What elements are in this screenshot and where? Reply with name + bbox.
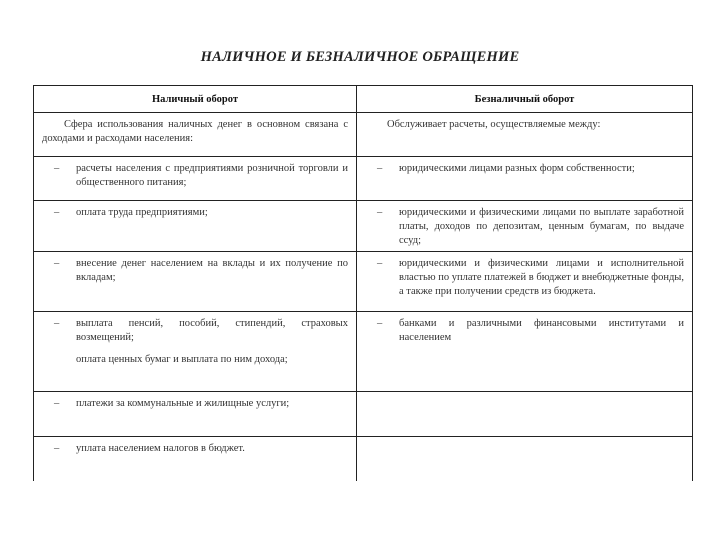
item-text: банками и различными финансовыми институтами и населением bbox=[399, 318, 684, 343]
intro-noncash: Обслуживает расчеты, осуществляемые между: bbox=[387, 119, 601, 130]
cash-cell bbox=[34, 201, 357, 251]
item-text: юридическими лицами разных форм собственности; bbox=[399, 163, 635, 174]
noncash-cell bbox=[357, 252, 692, 311]
table-row bbox=[34, 157, 692, 201]
item-text: выплата пенсий, пособий, стипендий, страховых возмещений; bbox=[76, 318, 348, 343]
dash-marker: – bbox=[377, 207, 383, 218]
list-item bbox=[42, 397, 348, 411]
header-cash: Наличный оборот bbox=[34, 86, 357, 112]
item-text: юридическими и физическими лицами и исполнительной властью по уплате платежей в бюджет и внебюджетные фонды, а также при получении средств из бюджета. bbox=[399, 258, 684, 297]
page-title: НАЛИЧНОЕ И БЕЗНАЛИЧНОЕ ОБРАЩЕНИЕ bbox=[200, 49, 520, 65]
list-item bbox=[365, 162, 684, 176]
noncash-cell bbox=[357, 201, 692, 251]
dash-marker: – bbox=[377, 163, 383, 174]
item-text: юридическими и физическими лицами по выплате заработной платы, доходов по депозитам, ценным бумагам, по выдаче ссуд; bbox=[399, 207, 684, 246]
dash-marker: – bbox=[54, 258, 60, 269]
list-item bbox=[365, 317, 684, 345]
cash-cell bbox=[34, 312, 357, 391]
item-text: уплата населением налогов в бюджет. bbox=[76, 443, 245, 454]
table-row bbox=[34, 312, 692, 392]
dash-marker: – bbox=[377, 318, 383, 329]
list-item bbox=[42, 206, 348, 220]
noncash-cell bbox=[357, 312, 692, 391]
intro-cash: Сфера использования наличных денег в основном связана с доходами и расходами населения: bbox=[34, 113, 357, 156]
comparison-table bbox=[33, 85, 693, 481]
noncash-cell bbox=[357, 437, 692, 481]
table-row bbox=[34, 392, 692, 437]
item-text: расчеты населения с предприятиями розничной торговли и общественного питания; bbox=[76, 163, 348, 188]
item-text-extra: оплата ценных бумаг и выплата по ним дохода; bbox=[76, 354, 288, 365]
item-text: платежи за коммунальные и жилищные услуги; bbox=[76, 398, 290, 409]
table-row bbox=[34, 113, 692, 157]
table-header-row bbox=[34, 86, 692, 113]
cash-cell bbox=[34, 157, 357, 200]
list-item bbox=[365, 257, 684, 299]
list-item bbox=[42, 162, 348, 190]
cash-cell bbox=[34, 392, 357, 436]
list-item bbox=[42, 442, 348, 456]
table-row bbox=[34, 437, 692, 481]
table-row bbox=[34, 201, 692, 252]
noncash-cell bbox=[357, 157, 692, 200]
dash-marker: – bbox=[54, 163, 60, 174]
dash-marker: – bbox=[54, 318, 60, 329]
list-item bbox=[365, 206, 684, 248]
dash-marker: – bbox=[54, 207, 60, 218]
noncash-cell bbox=[357, 392, 692, 436]
table-row bbox=[34, 252, 692, 312]
item-text: внесение денег населением на вклады и их получение по вкладам; bbox=[76, 258, 348, 283]
dash-marker: – bbox=[54, 443, 60, 454]
list-item bbox=[42, 257, 348, 285]
cash-cell bbox=[34, 252, 357, 311]
cash-cell bbox=[34, 437, 357, 481]
dash-marker: – bbox=[377, 258, 383, 269]
list-item bbox=[42, 317, 348, 345]
header-noncash: Безналичный оборот bbox=[474, 94, 575, 105]
item-text: оплата труда предприятиями; bbox=[76, 207, 208, 218]
dash-marker: – bbox=[54, 398, 60, 409]
